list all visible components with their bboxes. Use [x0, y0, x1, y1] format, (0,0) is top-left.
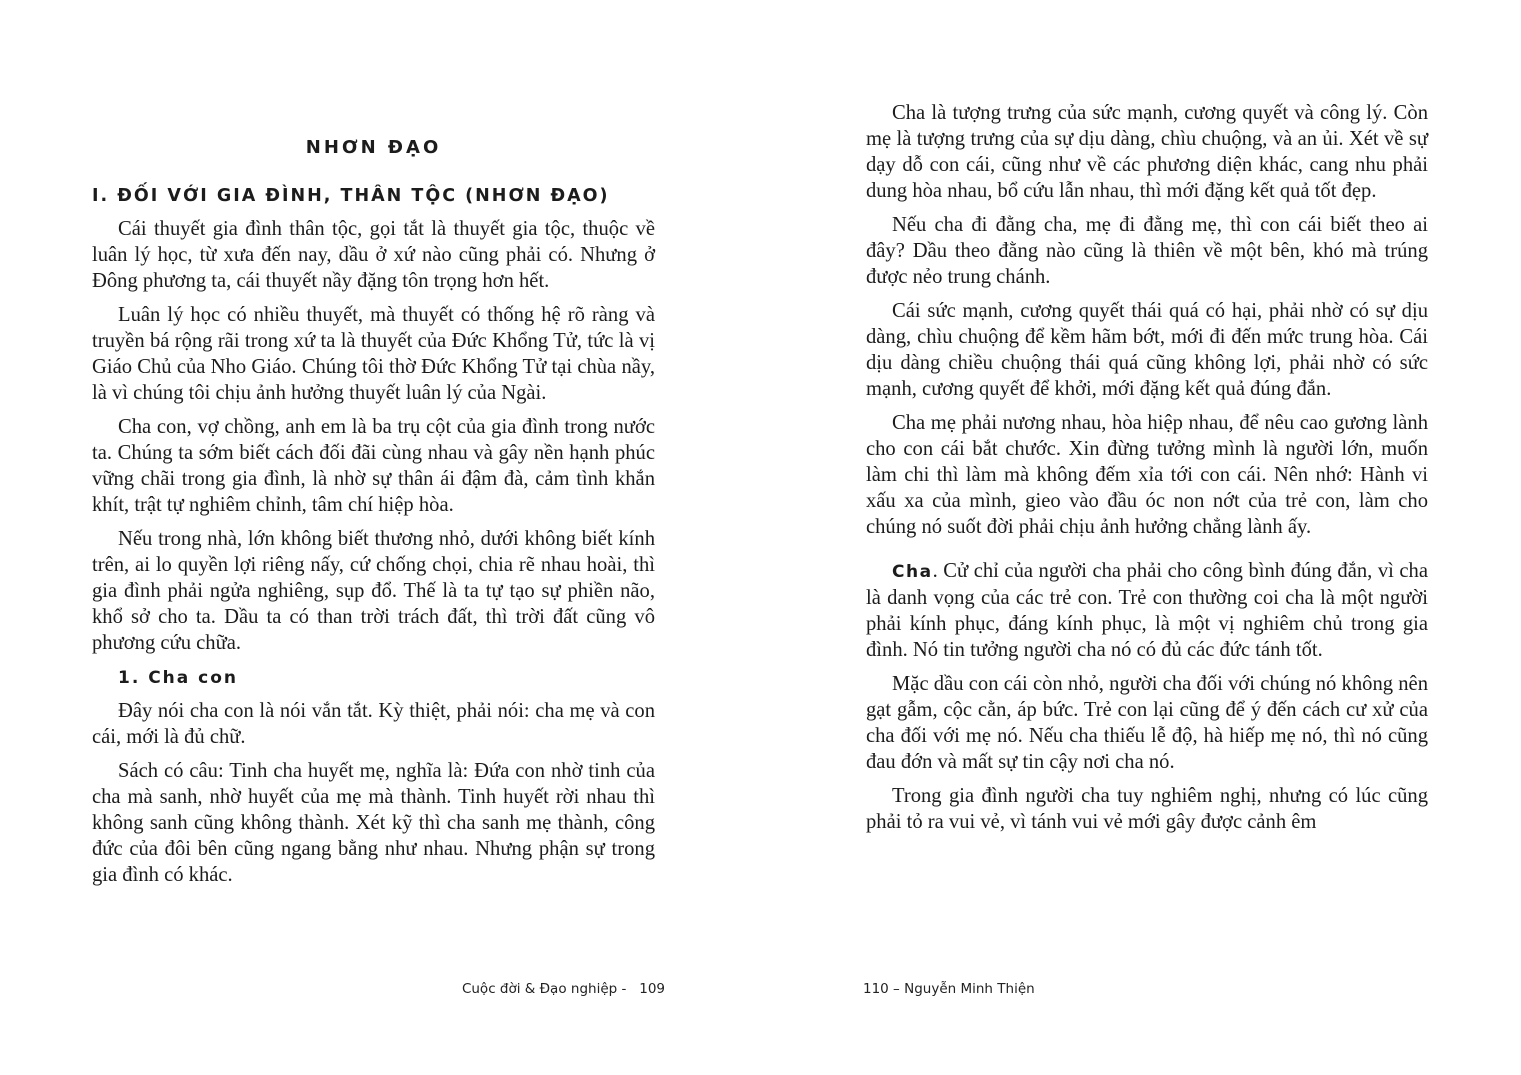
right-text-column [866, 100, 1428, 843]
paragraph: Cái sức mạnh, cương quyết thái quá có hại, phải nhờ có sự dịu dàng, chìu chuộng để kềm hãm bớt, mới đi đến mức trung hòa. Cái dịu dàng chiều chuộng thái quá cũng không lợi, phải nhờ có sức mạnh, cương quyết để khởi, mới đặng kết quả đúng đắn. [866, 300, 1428, 400]
left-text-column [92, 134, 655, 896]
lead-term-cha: Cha [892, 562, 933, 582]
paragraph: Luân lý học có nhiều thuyết, mà thuyết có thống hệ rõ ràng và truyền bá rộng rãi trong xứ ta là thuyết của Đức Khổng Tử, tức là vị Giáo Chủ của Nho Giáo. Chúng tôi thờ Đức Khổng Tử tại chùa nầy, là vì chúng tôi chịu ảnh hưởng thuyết luân lý của Ngài. [92, 304, 655, 404]
right-page [760, 0, 1521, 1075]
paragraph: Cha là tượng trưng của sức mạnh, cương quyết và công lý. Còn mẹ là tượng trưng của sự dịu dàng, chìu chuộng, và an ủi. Xét về sự dạy dỗ con cái, cũng như về các phương diện khác, cang nhu phải dung hòa nhau, bổ cứu lẫn nhau, thì mới đặng kết quả tốt đẹp. [866, 102, 1428, 202]
paragraph: Đây nói cha con là nói vắn tắt. Kỳ thiệt, phải nói: cha mẹ và con cái, mới là đủ chữ. [92, 700, 655, 748]
paragraph-cha [866, 558, 1428, 663]
page-footer-left: Cuộc đời & Đạo nghiệp - 109 [461, 981, 665, 997]
section-heading: I. ĐỐI VỚI GIA ĐÌNH, THÂN TỘC (NHƠN ĐẠO) [92, 186, 610, 206]
paragraph: Nếu trong nhà, lớn không biết thương nhỏ, dưới không biết kính trên, ai lo quyền lợi riêng nấy, cứ chống chọi, chia rẽ nhau hoài, thì gia đình phải ngửa nghiêng, sụp đổ. Thế là ta tự tạo sự phiền não, khổ sở cho ta. Dầu ta có than trời trách đất, thì trời đất cũng vô phương cứu chữa. [92, 528, 655, 654]
paragraph: Cái thuyết gia đình thân tộc, gọi tắt là thuyết gia tộc, thuộc về luân lý học, từ xưa đến nay, dầu ở xứ nào cũng phải có. Nhưng ở Đông phương ta, cái thuyết nầy đặng tôn trọng hơn hết. [92, 218, 655, 292]
left-page [0, 0, 760, 1075]
page-footer-right: 110 – Nguyễn Minh Thiện [863, 981, 1035, 997]
paragraph: Cha mẹ phải nương nhau, hòa hiệp nhau, để nêu cao gương lành cho con cái bắt chước. Xin đừng tưởng mình là người lớn, muốn làm chi thì làm mà không đếm xỉa tới con cái. Nên nhớ: Hành vi xấu xa của mình, gieo vào đầu óc non nớt của trẻ con, làm cho chúng nó suốt đời phải chịu ảnh hưởng chẳng lành ấy. [866, 412, 1428, 538]
paragraph: Trong gia đình người cha tuy nghiêm nghị, nhưng có lúc cũng phải tỏ ra vui vẻ, vì tánh vui vẻ mới gây được cảnh êm [866, 785, 1428, 833]
chapter-title: NHƠN ĐẠO [305, 137, 442, 158]
paragraph-cha-text: . Cử chỉ của người cha phải cho công bình đúng đắn, vì cha là danh vọng của các trẻ con. Trẻ con thường coi cha là một người phải kính phục, đáng kính phục, là một vị nghiêm chủ trong gia đình. Nó tin tưởng người cha nó có đủ các đức tánh tốt. [866, 560, 1428, 661]
paragraph: Mặc dầu con cái còn nhỏ, người cha đối với chúng nó không nên gạt gẫm, cộc cằn, áp bức. Trẻ con lại cũng để ý đến cách cư xử của cha đối với mẹ nó. Nếu cha thiếu lễ độ, hà hiếp mẹ nó, thì nó cũng đau đớn và mất sự tin cậy nơi cha nó. [866, 673, 1428, 773]
paragraph: Sách có câu: Tinh cha huyết mẹ, nghĩa là: Đứa con nhờ tinh của cha mà sanh, nhờ huyết của mẹ mà thành. Tinh huyết rời nhau thì không sanh cũng không thành. Xét kỹ thì cha sanh mẹ thành, công đức của đôi bên cũng ngang bằng như nhau. Nhưng phận sự trong gia đình có khác. [92, 760, 655, 886]
subsection-heading: 1. Cha con [118, 668, 239, 688]
paragraph: Nếu cha đi đằng cha, mẹ đi đằng mẹ, thì con cái biết theo ai đây? Dầu theo đằng nào cũng là thiên về một bên, khó mà trúng được nẻo trung chánh. [866, 214, 1428, 288]
paragraph: Cha con, vợ chồng, anh em là ba trụ cột của gia đình trong nước ta. Chúng ta sớm biết cách đối đãi cùng nhau và gây nền hạnh phúc vững chãi trong gia đình, là nhờ sự thân ái đậm đà, cảm tình khắn khít, trật tự nghiêm chỉnh, tâm chí hiệp hòa. [92, 416, 655, 516]
